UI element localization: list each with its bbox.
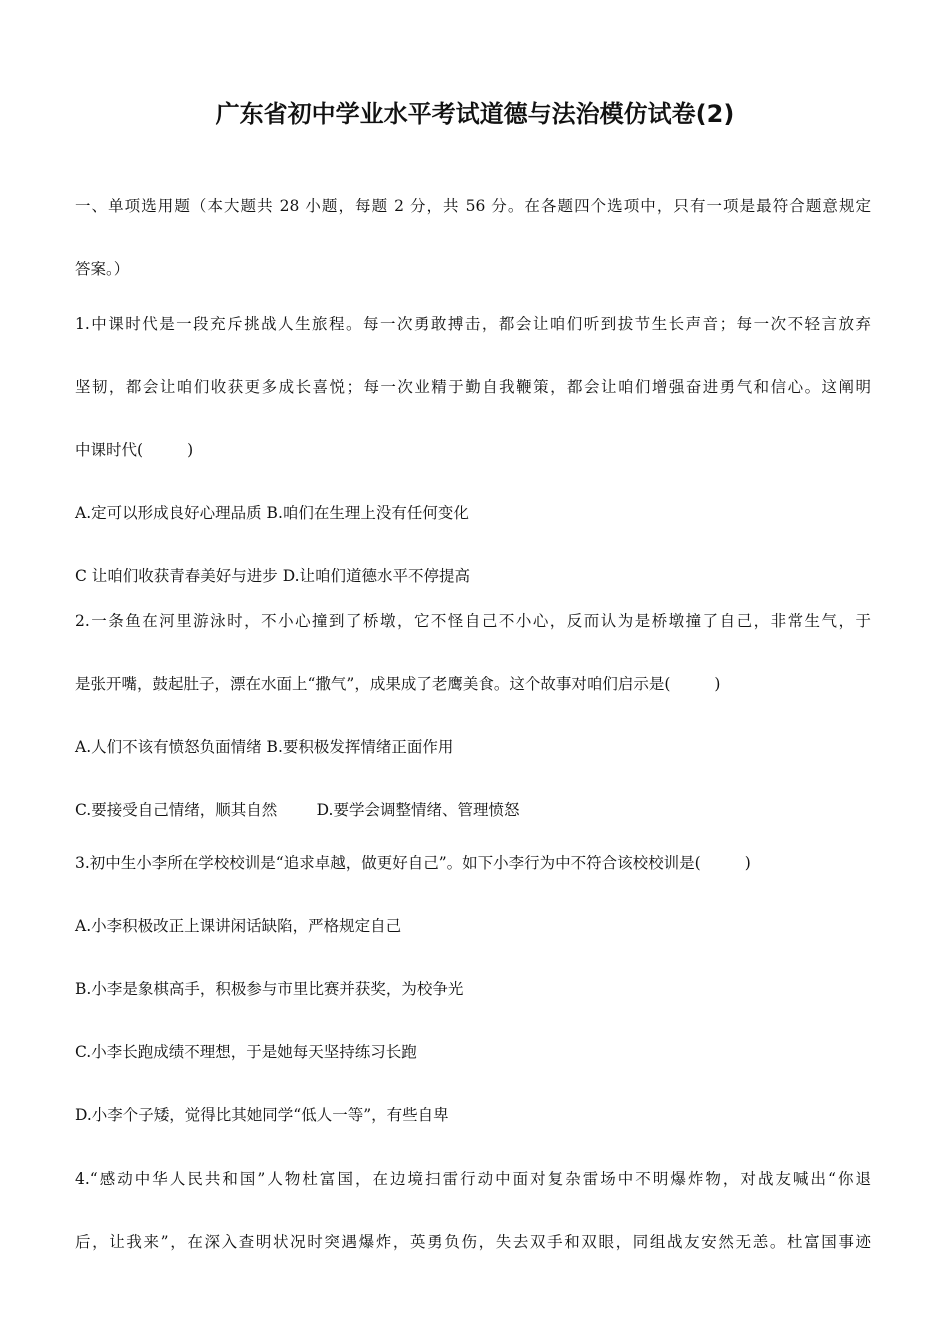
option-line: C 让咱们收获青春美好与进步 D.让咱们道德水平不停提高 bbox=[75, 567, 471, 585]
closing-paren: ) bbox=[744, 854, 751, 872]
section-heading-line: 答案。） bbox=[75, 260, 130, 278]
question-1 bbox=[75, 309, 871, 624]
section-heading bbox=[75, 191, 871, 317]
question-stem-line bbox=[75, 435, 871, 498]
option-line: A.人们不该有愤怒负面情绪 B.要积极发挥情绪正面作用 bbox=[75, 738, 454, 756]
question-stem-text: 是张开嘴，鼓起肚子，漂在水面上“撒气”，成果成了老鹰美食。这个故事对咱们启示是( bbox=[75, 675, 671, 693]
question-stem-line: 4.“感动中华人民共和国”人物杜富国，在边境扫雷行动中面对复杂雷场中不明爆炸物，对战友喊出“你退 bbox=[75, 1170, 871, 1188]
option-line: A.小李积极改正上课讲闲话缺陷，严格规定自己 bbox=[75, 917, 402, 935]
question-stem-line: 坚韧，都会让咱们收获更多成长喜悦；每一次业精于勤自我鞭策，都会让咱们增强奋进勇气和信心。这阐明 bbox=[75, 378, 871, 396]
question-2 bbox=[75, 606, 871, 858]
option-line: B.小李是象棋高手，积极参与市里比赛并获奖，为校争光 bbox=[75, 980, 464, 998]
question-stem-line: 1.中课时代是一段充斥挑战人生旅程。每一次勇敢搏击，都会让咱们听到拔节生长声音；每一次不轻言放弃 bbox=[75, 315, 871, 333]
question-stem-line: 2.一条鱼在河里游泳时，不小心撞到了桥墩，它不怪自己不小心，反而认为是桥墩撞了自己，非常生气，于 bbox=[75, 612, 871, 630]
question-stem-line bbox=[75, 848, 871, 911]
exam-title: 广东省初中学业水平考试道德与法治模仿试卷(2) bbox=[215, 100, 735, 128]
closing-paren: ) bbox=[714, 675, 721, 693]
option-line: D.小李个子矮，觉得比其她同学“低人一等”，有些自卑 bbox=[75, 1106, 449, 1124]
question-stem-line bbox=[75, 669, 871, 732]
option-line: C.要接受自己情绪，顺其自然 D.要学会调整情绪、管理愤怒 bbox=[75, 801, 520, 819]
option-line: C.小李长跑成绩不理想，于是她每天坚持练习长跑 bbox=[75, 1043, 417, 1061]
question-stem-line: 后，让我来”，在深入查明状况时突遇爆炸，英勇负伤，失去双手和双眼，同组战友安然无恙。杜富国事迹 bbox=[75, 1233, 871, 1251]
question-stem-text: 中课时代( bbox=[75, 441, 144, 459]
closing-paren: ) bbox=[187, 441, 194, 459]
option-line: A.定可以形成良好心理品质 B.咱们在生理上没有任何变化 bbox=[75, 504, 469, 522]
question-stem-text: 3.初中生小李所在学校校训是“追求卓越，做更好自己”。如下小李行为中不符合该校校训是( bbox=[75, 854, 701, 872]
question-3 bbox=[75, 848, 871, 1163]
question-4 bbox=[75, 1164, 871, 1290]
section-heading-line: 一、单项选用题（本大题共 28 小题，每题 2 分，共 56 分。在各题四个选项中，只有一项是最符合题意规定 bbox=[75, 197, 871, 215]
